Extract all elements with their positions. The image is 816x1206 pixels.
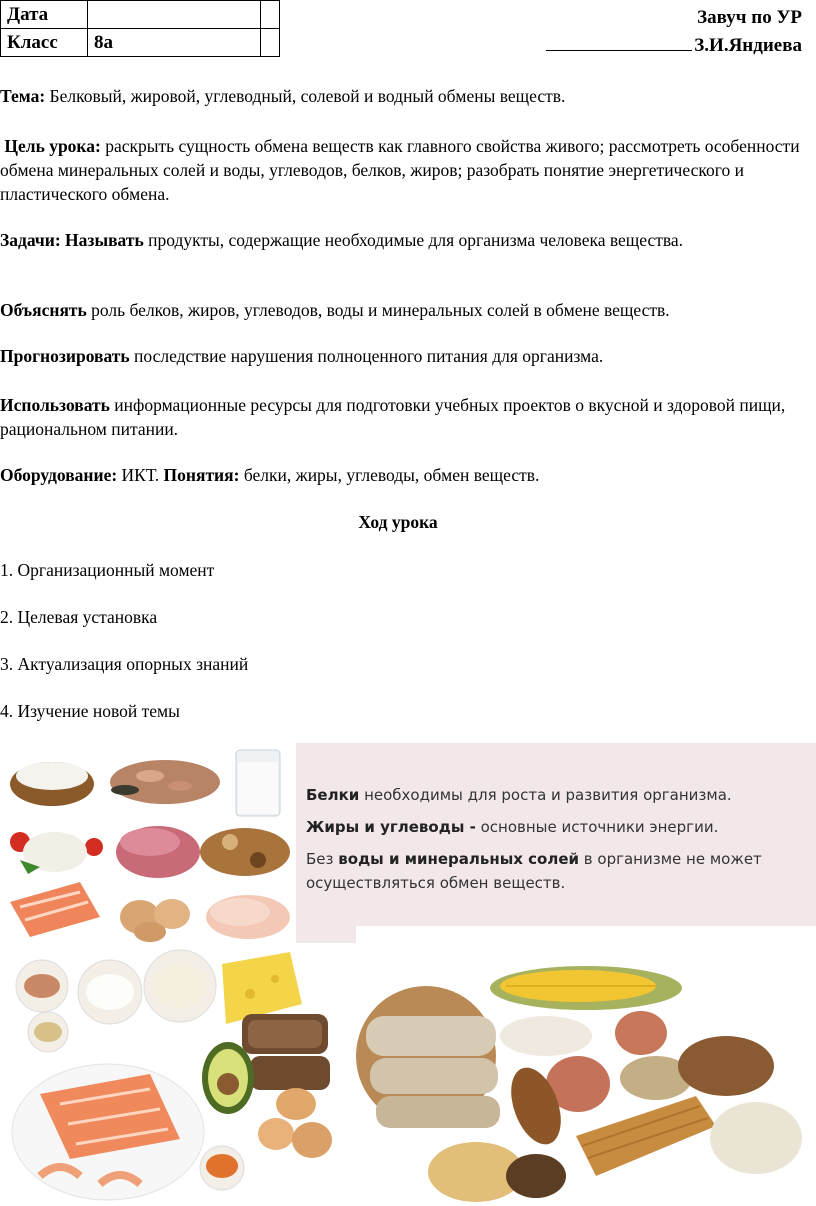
task-1-paragraph — [0, 228, 800, 252]
task-3-verb: Прогнозировать — [0, 346, 130, 366]
task-2-verb: Объяснять — [0, 300, 87, 320]
concepts-label: Понятия: — [163, 465, 240, 485]
step-2: 2. Целевая установка — [0, 607, 158, 627]
class-label: Класс — [1, 29, 88, 57]
approver-name: З.И.Яндиева — [694, 35, 802, 56]
fat-foods-image — [0, 944, 356, 1206]
approver-title: Завуч по УР — [697, 7, 802, 28]
task-4-verb: Использовать — [0, 395, 110, 415]
date-value — [88, 1, 261, 29]
signature-line — [546, 32, 692, 51]
task-2-paragraph — [0, 298, 800, 322]
panel-water-pre: Без — [306, 850, 339, 868]
header-table — [0, 0, 280, 57]
header-cell-empty — [261, 1, 280, 29]
panel-proteins-bold: Белки — [306, 786, 360, 804]
class-value: 8а — [88, 29, 261, 57]
step-4: 4. Изучение новой темы — [0, 701, 180, 721]
equipment-text: ИКТ. — [117, 465, 164, 485]
panel-line-water — [306, 847, 806, 895]
topic-paragraph — [0, 84, 800, 108]
topic-label: Тема: — [0, 86, 46, 106]
date-label: Дата — [1, 1, 88, 29]
lesson-flow-title: Ход урока — [358, 512, 438, 532]
task-3-text: последствие нарушения полноценного питания для организма. — [129, 346, 604, 366]
step-1: 1. Организационный момент — [0, 560, 215, 580]
concepts-text: белки, жиры, углеводы, обмен веществ. — [239, 465, 540, 485]
equipment-paragraph — [0, 463, 800, 487]
header-cell-empty — [261, 29, 280, 57]
panel-fats-text: основные источники энергии. — [475, 818, 719, 836]
topic-text: Белковый, жировой, углеводный, солевой и водный обмены веществ. — [45, 86, 566, 106]
tasks-label: Задачи: — [0, 230, 61, 250]
panel-water-bold: воды и минеральных солей — [338, 850, 580, 868]
step-3: 3. Актуализация опорных знаний — [0, 654, 249, 674]
task-3-paragraph — [0, 344, 800, 368]
goal-label: Цель урока: — [4, 136, 101, 156]
panel-water-text: в организме не может осуществляться обмен веществ. — [306, 850, 762, 892]
task-4-paragraph — [0, 393, 800, 441]
panel-line-proteins — [306, 783, 806, 807]
task-4-text: информационные ресурсы для подготовки учебных проектов о вкусной и здоровой пищи, рациональном питании. — [0, 395, 786, 439]
protein-foods-image — [0, 742, 296, 942]
panel-line-fats — [306, 815, 806, 839]
carbohydrate-foods-image — [356, 926, 816, 1206]
nutrition-info-panel — [296, 743, 816, 943]
task-2-text: роль белков, жиров, углеводов, воды и минеральных солей в обмене веществ. — [86, 300, 670, 320]
panel-proteins-text: необходимы для роста и развития организма. — [359, 786, 732, 804]
goal-text: раскрыть сущность обмена веществ как главного свойства живого; рассмотреть особенности обмена минеральных солей и воды, углеводов, белков, жиров; разобрать понятие энергетического и пластического обмена. — [0, 136, 800, 204]
approval-block — [546, 4, 802, 60]
panel-fats-bold: Жиры и углеводы - — [306, 818, 476, 836]
goal-paragraph — [0, 134, 800, 206]
task-1-text: продукты, содержащие необходимые для организма человека вещества. — [143, 230, 684, 250]
task-1-verb: Называть — [65, 230, 144, 250]
equipment-label: Оборудование: — [0, 465, 118, 485]
